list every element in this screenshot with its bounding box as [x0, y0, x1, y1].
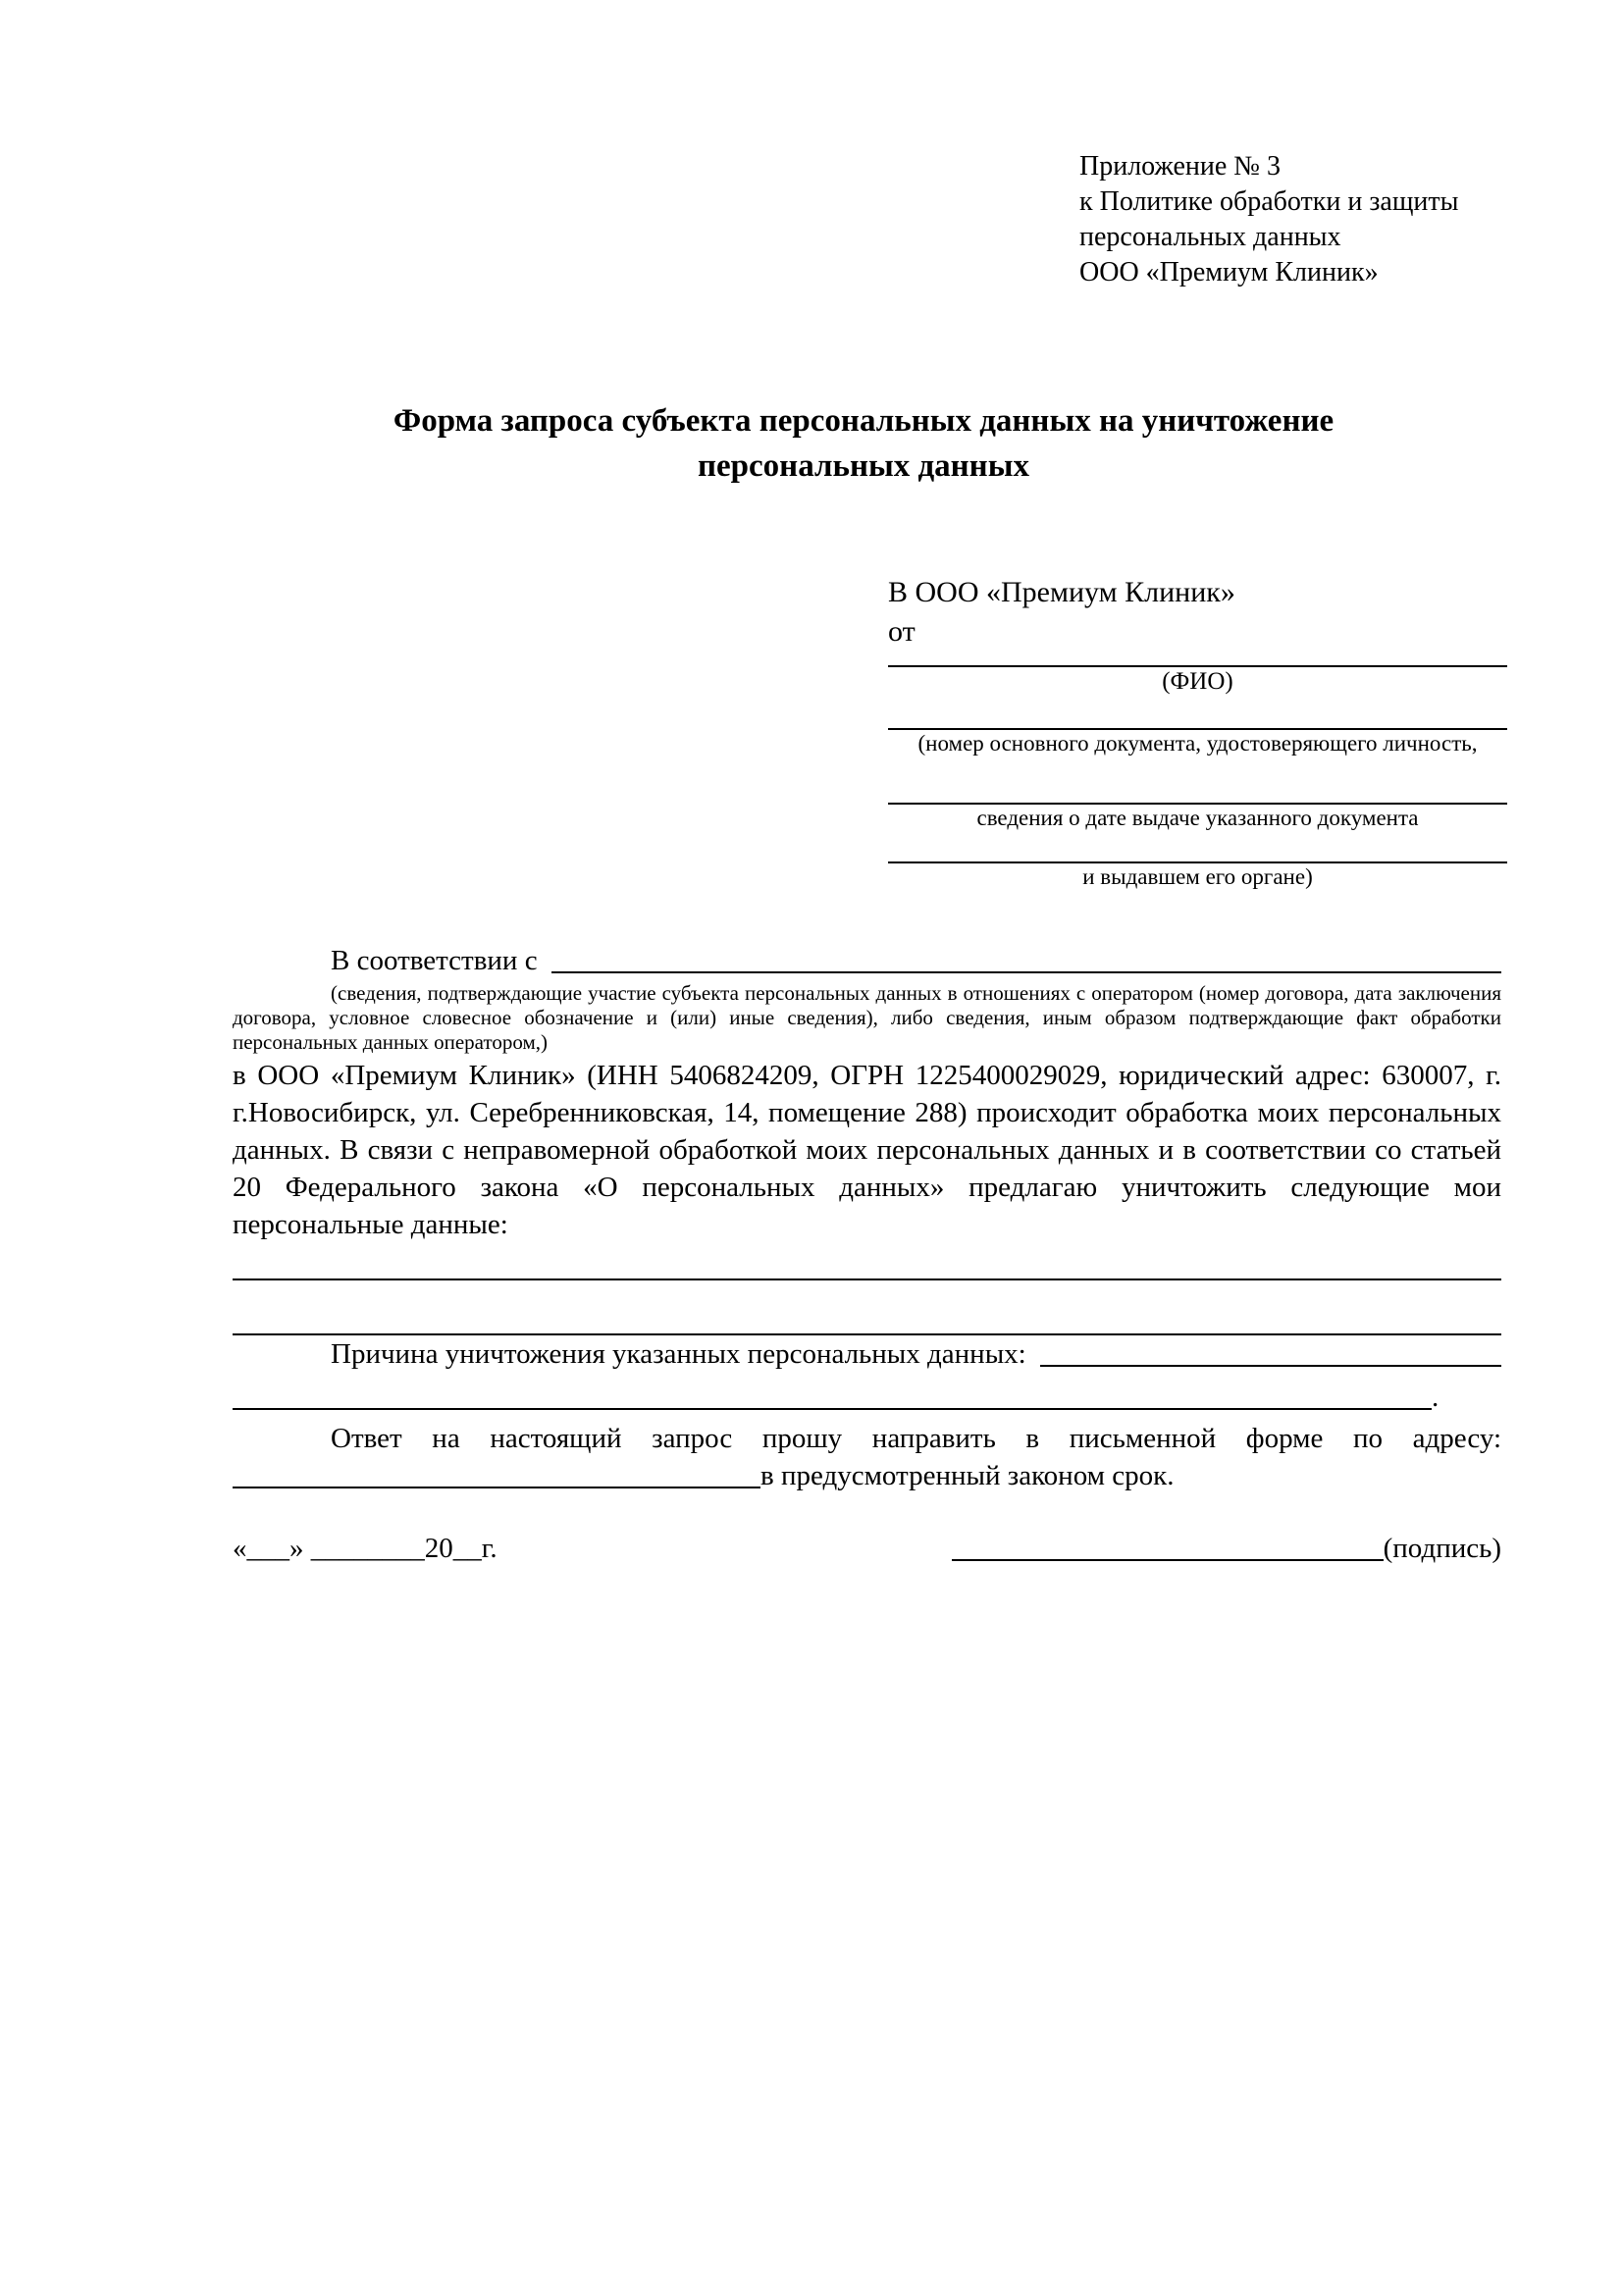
recipient-line: В ООО «Премиум Клиник» [888, 576, 1235, 608]
main-paragraph: в ООО «Премиум Клиник» (ИНН 5406824209, ОГРН 1225400029029, юридический адрес: 630007, г. г.Новосибирск, ул. Серебренниковская, 14, помещение 288) происходит обработка моих персональных данных. В связи с неправомерной обработкой моих персональных данных и в соответствии со статьей 20 Федерального закона «О персональных данных» предлагаю уничтожить следующие мои персональные данные: [233, 1060, 1501, 1240]
reason-tail-row [233, 1379, 1501, 1416]
document-caption: (номер основного документа, удостоверяющего личность, [917, 731, 1478, 756]
accordance-note: (сведения, подтверждающие участие субъекта персональных данных в отношениях с оператором (номер договора, дата заключения договора, условное словесное обозначение и (или) иные сведения), либо сведения, иным образом подтверждающие факт обработки персональных данных оператором,) [233, 981, 1501, 1054]
answer-paragraph: Ответ на настоящий запрос прошу направить в письменной форме по адресу: [331, 1423, 1501, 1454]
accordance-blank-line [551, 971, 1501, 973]
signature-caption: (подпись) [1383, 1533, 1501, 1564]
date-blank-text: «___» ________20__г. [233, 1533, 497, 1564]
main-body [233, 942, 1501, 1567]
reason-blank-line [1040, 1365, 1501, 1367]
appendix-header-block [1079, 149, 1458, 290]
header-line: ООО «Премиум Клиник» [1079, 257, 1379, 287]
signature-blank-line [952, 1559, 1384, 1561]
fio-caption: (ФИО) [1162, 668, 1233, 695]
header-line: персональных данных [1079, 222, 1341, 252]
reason-period: . [1432, 1382, 1440, 1413]
header-line: к Политике обработки и защиты [1079, 186, 1459, 217]
answer-tail: в предусмотренный законом срок. [760, 1460, 1175, 1491]
document-caption: сведения о дате выдаче указанного документа [976, 806, 1419, 830]
page-title: Форма запроса субъекта персональных данных на уничтожение персональных данных [393, 403, 1335, 484]
address-blank-line [233, 1487, 760, 1488]
reason-row [233, 1335, 1501, 1373]
from-label: от [888, 615, 916, 648]
reason-label: Причина уничтожения указанных персональных данных: [331, 1338, 1026, 1370]
date-signature-row [233, 1530, 1501, 1567]
addressee-block [888, 573, 1507, 891]
accordance-row [233, 942, 1501, 979]
personal-data-blank-line [233, 1278, 1501, 1280]
address-row [233, 1457, 1501, 1494]
reason-blank-line-2 [233, 1408, 1432, 1410]
accordance-label: В соответствии с [331, 945, 538, 976]
signature-group [952, 1530, 1501, 1567]
document-caption: и выдавшем его органе) [1082, 864, 1313, 889]
header-line: Приложение № 3 [1079, 151, 1281, 182]
